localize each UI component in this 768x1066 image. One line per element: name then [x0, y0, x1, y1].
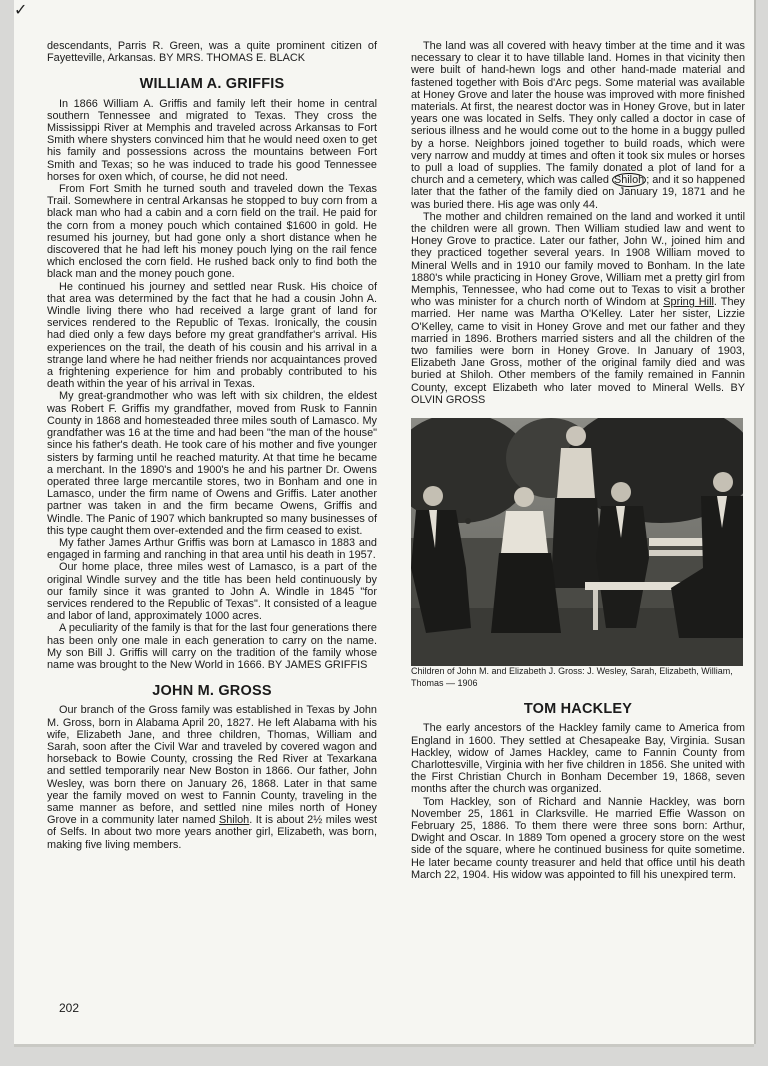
griffis-paragraph: Our home place, three miles west of Lamasco, is a part of the original Windle survey and the title has been held continuously by our family since it was granted to John A. Windle in 1845 "for services rendered to the Republic of Texas". It consisted of a league and labor of land, approximately 1000 acres.: [47, 561, 377, 623]
griffis-paragraph: My father James Arthur Griffis was born at Lamasco in 1883 and engaged in farming and ranching in that area until his death in 1957.: [47, 536, 377, 562]
griffis-paragraph: A peculiarity of the family is that for the last four generations there has been only one male in each generation to carry on the name. My son Bill J. Griffis will carry on the tradition of the family whose name was brought to the New World in 1666. BY JAMES GRIFFIS: [47, 622, 377, 671]
griffis-paragraph: My great-grandmother who was left with six children, the eldest was Robert F. Griffis my grandfather, moved from Rusk to Fannin County in 1868 and homesteaded three miles south of Lamasco. My grandfather was 16 at the time and had been "the man of the house" since his father's death. He took care of his mother and five younger sisters by farming until he reached maturity. At that time he became a merchant. In the 1890's and 1900's he and his partner Dr. Owens operated three large mercantile stores, two in Bonham and one in Lamasco, under the firm name of Owens and Griffis. Later another partner was taken in and the firm became Owens, Griffis and Windle. The Panic of 1907 which bankrupted so many businesses of this type caught them over-extended and the firm ceased to exist.: [47, 390, 377, 537]
shiloh-circled: Shiloh: [613, 174, 645, 187]
griffis-paragraph: He continued his journey and settled near Rusk. His choice of that area was determined by the fact that he had a cousin John A. Windle living there who had received a large grant of land for services rendered to the Republic of Texas. Ironically, the cousin had died only a few days before my great grandfather's arrival. His experiences on the trail, the death of his cousin and his arrival in a strange land where he had neither friends nor acquaintances proved a frightening experience for him and probably contributed to his death within the year of his arrival in Texas.: [47, 280, 377, 391]
hackley-heading: TOM HACKLEY: [523, 701, 633, 718]
right-column: [411, 40, 745, 881]
family-photo-image: [411, 418, 743, 666]
hackley-paragraph: Tom Hackley, son of Richard and Nannie Hackley, was born November 25, 1861 in Clarksville. He married Effie Wasson on February 25, 1886. To them there were three sons born: Arthur, Dwight and Oscar. In 1889 Tom opened a grocery store on the west side of the square, where he continued business for quite sometime. He later became county treasurer and held that office until his death March 22, 1904. His widow was appointed to fill his unexpired term.: [411, 795, 745, 881]
griffis-heading: WILLIAM A. GRIFFIS: [139, 76, 285, 93]
family-photograph: [411, 418, 743, 666]
gross-heading: JOHN M. GROSS: [152, 683, 272, 700]
photo-caption: Children of John M. and Elizabeth J. Gross: J. Wesley, Sarah, Elizabeth, William, Thomas — 1906: [411, 666, 733, 688]
gross-paragraph: The mother and children remained on the land and worked it until the children were all grown. Then William studied law and went to Honey Grove to practice. Later our father, John W., joined him and they practiced together several years. In 1908 William moved to Mineral Wells and in 1910 our family moved to Bonham. In the late 1880's while practicing in Honey Grove, William met a pretty girl from Memphis, Tennessee, who had come out to Texas to visit a brother who was minister for a church north of Windom at Spring Hill. They married. Her name was Martha O'Kelley. Later her sister, Lizzie O'Kelley, came to visit in Honey Grove and met our father and they married in 1896. Brothers married sisters and all the children of the two families were born in Honey Grove. In January of 1903, Elizabeth Jane Gross, mother of the original family died and was buried at Shiloh. Other members of the family remained in Fannin County, except Elizabeth who later moved to Mineral Wells. BY OLVIN GROSS: [411, 210, 746, 406]
check-mark: ✓: [14, 2, 28, 19]
gross-paragraph: The land was all covered with heavy timber at the time and it was necessary to clear it to have tillable land. Homes in that vicinity then were built of hand-hewn logs and other hand-made material and fastened together with Bois d'Arc pegs. Some material was available at Honey Grove and later the house was improved with more finished materials. At first, the nearest doctor was in Honey Grove, but in later years one was located in Selfs. They only called a doctor in case of serious illness and he would come out to the home in a buggy pulled by a horse. Neighbors joined together to build roads, which were very narrow and muddy at times and often it took six mules or horses to pull a load of supplies. The family donated a plot of land for a church and a cemetery, which was called Shiloh ; and it so happened later that the father of the family died on January 19, 1871 and he was buried there. His age was only 44.: [411, 40, 746, 211]
hackley-paragraph: The early ancestors of the Hackley family came to America from England in 1600. They settled at Chesapeake Bay, Virginia. Susan Hackley, widow of James Hackley, came to Fannin County from Charlottesville, Virginia with her five children in 1856. She united with the First Christian Church in Bonham December 19, 1868, seven months after the church was organized.: [411, 722, 745, 796]
page-number: 202: [59, 1001, 80, 1015]
left-column: [47, 40, 377, 851]
griffis-paragraph: From Fort Smith he turned south and traveled down the Texas Trail. Somewhere in central Arkansas he stopped to buy corn from a black man who had a cabin and a corn field on the trail. He paid for the corn from a money pouch which contained $1600 in gold. He resumed his journey, but had gone only a short distance when he discovered that he had left his money pouch lying on the rail fence which enclosed the corn field. He rushed back only to find both the black man and the money pouch gone.: [47, 183, 377, 281]
shiloh-underline: Shiloh: [218, 814, 250, 827]
gross-paragraph: Our branch of the Gross family was established in Texas by John M. Gross, born in Alabama April 20, 1827. He left Alabama with his wife, Elizabeth Jane, and three children, Thomas, William and Sarah, soon after the Civil War and traveled by covered wagon and horseback to Bowie County, crossing the Red River at Texarkana and settled temporarily near New Boston in 1866. Our father, John Wesley, was born there on January 26, 1868. Later in that same year the family moved on west to Fannin County, traveling in the same manner as before, and settled nine miles north of Honey Grove in a community later named Shiloh. It is about 2½ miles west of Selfs. In about two more years another girl, Elizabeth, was born, making five living members.: [47, 704, 377, 851]
griffis-paragraph: In 1866 William A. Griffis and family left their home in central southern Tennessee and migrated to Texas. They cross the Mississippi River at Memphis and traveled across Arkansas to Fort Smith where shysters convinced him that he would need oxen to get his family and possessions across the mountains between Fort Smith and Texas; so he was induced to trade his good Tennessee horses for oxen which, of course, he did not need.: [47, 97, 377, 183]
spring-hill-underline: Spring Hill: [663, 296, 714, 309]
book-page: [14, 0, 754, 1044]
intro-paragraph: descendants, Parris R. Green, was a quite prominent citizen of Fayetteville, Arkansas. BY MRS. THOMAS E. BLACK: [47, 40, 377, 65]
